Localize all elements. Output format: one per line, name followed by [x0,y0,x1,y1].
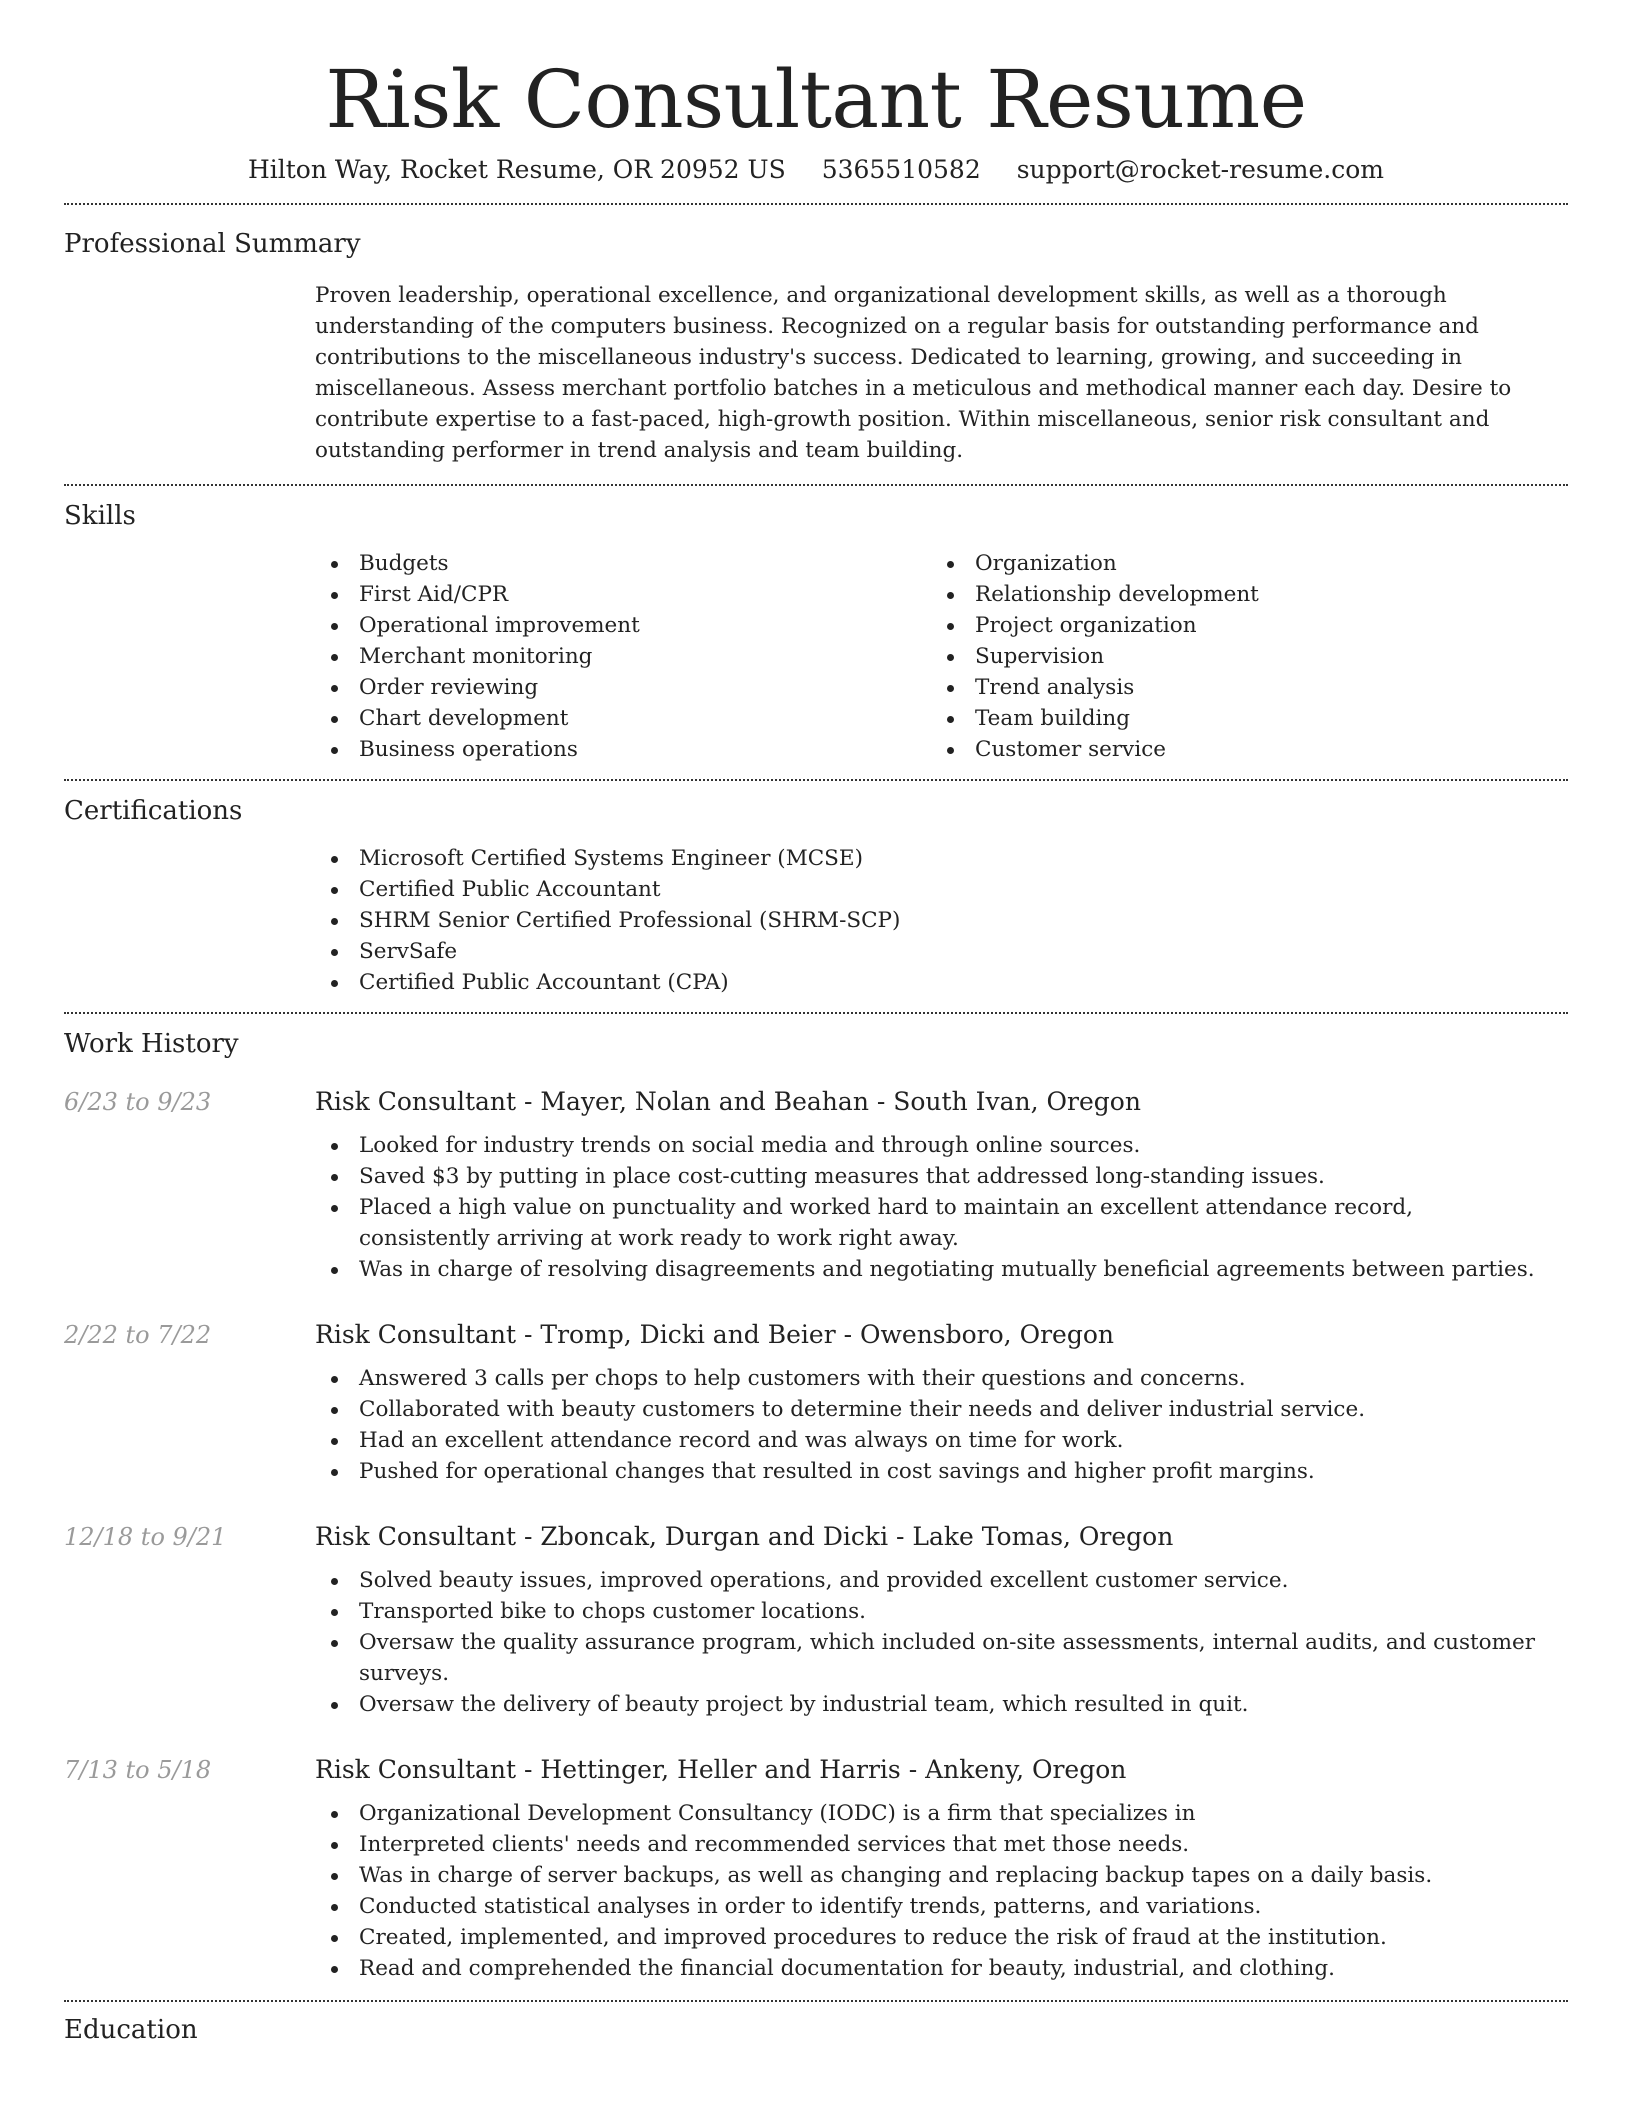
certification-item: Certified Public Accountant [315,874,1568,905]
summary-content [315,274,1568,484]
job-title: Risk Consultant - Hettinger, Heller and Harris - Ankeny, Oregon [315,1755,1127,1784]
certification-item: SHRM Senior Certified Professional (SHRM-SCP) [315,905,1568,936]
job-bullet: Created, implemented, and improved procedures to reduce the risk of fraud at the institution. [315,1922,1568,1953]
job-bullet: Oversaw the quality assurance program, which included on-site assessments, internal audits, and customer surveys. [315,1627,1568,1689]
skill-item: Chart development [315,703,931,734]
resume-page [64,0,1568,2052]
job-bullet: Was in charge of resolving disagreements and negotiating mutually beneficial agreements between parties. [315,1254,1550,1285]
skills-content [315,546,1568,779]
job-bullet: Oversaw the delivery of beauty project by industrial team, which resulted in quit. [315,1689,1568,1720]
job-bullets [315,1130,1568,1307]
job-bullet: Looked for industry trends on social media and through online sources. [315,1130,1550,1161]
job-dates: 12/18 to 9/21 [64,1523,227,1551]
contact-phone: 5365510582 [821,155,981,184]
job-dates: 6/23 to 9/23 [64,1088,212,1116]
contact-line [64,150,1568,200]
summary-heading: Professional Summary [64,229,361,259]
job-body [315,1515,1568,1742]
skill-item: Trend analysis [931,672,1547,703]
summary-text: Proven leadership, operational excellence, and organizational development skills, as well as a thorough understanding of the computers business. Recognized on a regular basis for outstanding performance and contributions to the miscellaneous industry's success. Dedicated to learning, growing, and succeeding in miscellaneous. Assess merchant portfolio batches in a meticulous and methodical manner each day. Desire to contribute expertise to a fast-paced, high-growth position. Within miscellaneous, senior risk consultant and outstanding performer in trend analysis and team building. [315,283,1512,463]
job-title: Risk Consultant - Tromp, Dicki and Beier - Owensboro, Oregon [315,1320,1114,1349]
job-entry [64,1515,1568,1742]
contact-address: Hilton Way, Rocket Resume, OR 20952 US [247,155,786,184]
contact-email[interactable]: support@rocket-resume.com [1016,155,1385,184]
skill-item: Order reviewing [315,672,931,703]
skill-item: Supervision [931,641,1547,672]
skill-item: First Aid/CPR [315,579,931,610]
skill-item: Customer service [931,734,1547,765]
skills-left-list [315,548,931,765]
certifications-section [64,781,1568,1012]
job-bullet: Pushed for operational changes that resulted in cost savings and higher profit margins. [315,1456,1568,1487]
page-title: Risk Consultant Resume [325,53,1307,146]
work-history-section [64,1014,1568,2000]
skill-item: Budgets [315,548,931,579]
job-bullet: Was in charge of server backups, as well as changing and replacing backup tapes on a daily basis. [315,1860,1568,1891]
certifications-content [315,841,1568,1012]
job-bullets [315,1363,1568,1509]
skill-item: Team building [931,703,1547,734]
job-body [315,1748,1568,2000]
job-bullet: Had an excellent attendance record and was always on time for work. [315,1425,1568,1456]
summary-section [64,205,1568,484]
skill-item: Project organization [931,610,1547,641]
skill-item: Operational improvement [315,610,931,641]
certifications-heading: Certifications [64,796,243,826]
job-bullet: Placed a high value on punctuality and worked hard to maintain an excellent attendance record, consistently arriving at work ready to work right away. [315,1192,1550,1254]
job-bullet: Transported bike to chops customer locations. [315,1596,1568,1627]
job-bullets [315,1798,1568,2000]
skill-item: Merchant monitoring [315,641,931,672]
job-bullet: Read and comprehended the financial documentation for beauty, industrial, and clothing. [315,1953,1568,1984]
skill-item: Business operations [315,734,931,765]
job-title: Risk Consultant - Mayer, Nolan and Beahan - South Ivan, Oregon [315,1087,1141,1116]
job-bullet: Collaborated with beauty customers to determine their needs and deliver industrial service. [315,1394,1568,1425]
education-section [64,2002,1568,2052]
job-dates: 2/22 to 7/22 [64,1321,212,1349]
job-bullets [315,1565,1568,1742]
skills-right-list [931,548,1547,765]
job-entry [64,1080,1568,1307]
skills-section [64,486,1568,779]
job-body [315,1313,1568,1509]
certification-item: Certified Public Accountant (CPA) [315,967,1568,998]
skill-item: Organization [931,548,1547,579]
job-bullet: Solved beauty issues, improved operations, and provided excellent customer service. [315,1565,1568,1596]
job-dates: 7/13 to 5/18 [64,1756,212,1784]
job-entry [64,1313,1568,1509]
work-history-heading: Work History [64,1029,239,1059]
job-title: Risk Consultant - Zboncak, Durgan and Dicki - Lake Tomas, Oregon [315,1522,1174,1551]
certifications-list [315,843,1568,998]
job-bullet: Interpreted clients' needs and recommended services that met those needs. [315,1829,1568,1860]
education-heading: Education [64,2015,198,2045]
certification-item: ServSafe [315,936,1568,967]
job-bullet: Saved $3 by putting in place cost-cutting measures that addressed long-standing issues. [315,1161,1550,1192]
job-bullet: Organizational Development Consultancy (IODC) is a firm that specializes in [315,1798,1568,1829]
skill-item: Relationship development [931,579,1547,610]
job-bullet: Answered 3 calls per chops to help customers with their questions and concerns. [315,1363,1568,1394]
job-entry [64,1748,1568,2000]
skills-heading: Skills [64,501,136,531]
job-body [315,1080,1568,1307]
certification-item: Microsoft Certified Systems Engineer (MCSE) [315,843,1568,874]
job-bullet: Conducted statistical analyses in order to identify trends, patterns, and variations. [315,1891,1568,1922]
